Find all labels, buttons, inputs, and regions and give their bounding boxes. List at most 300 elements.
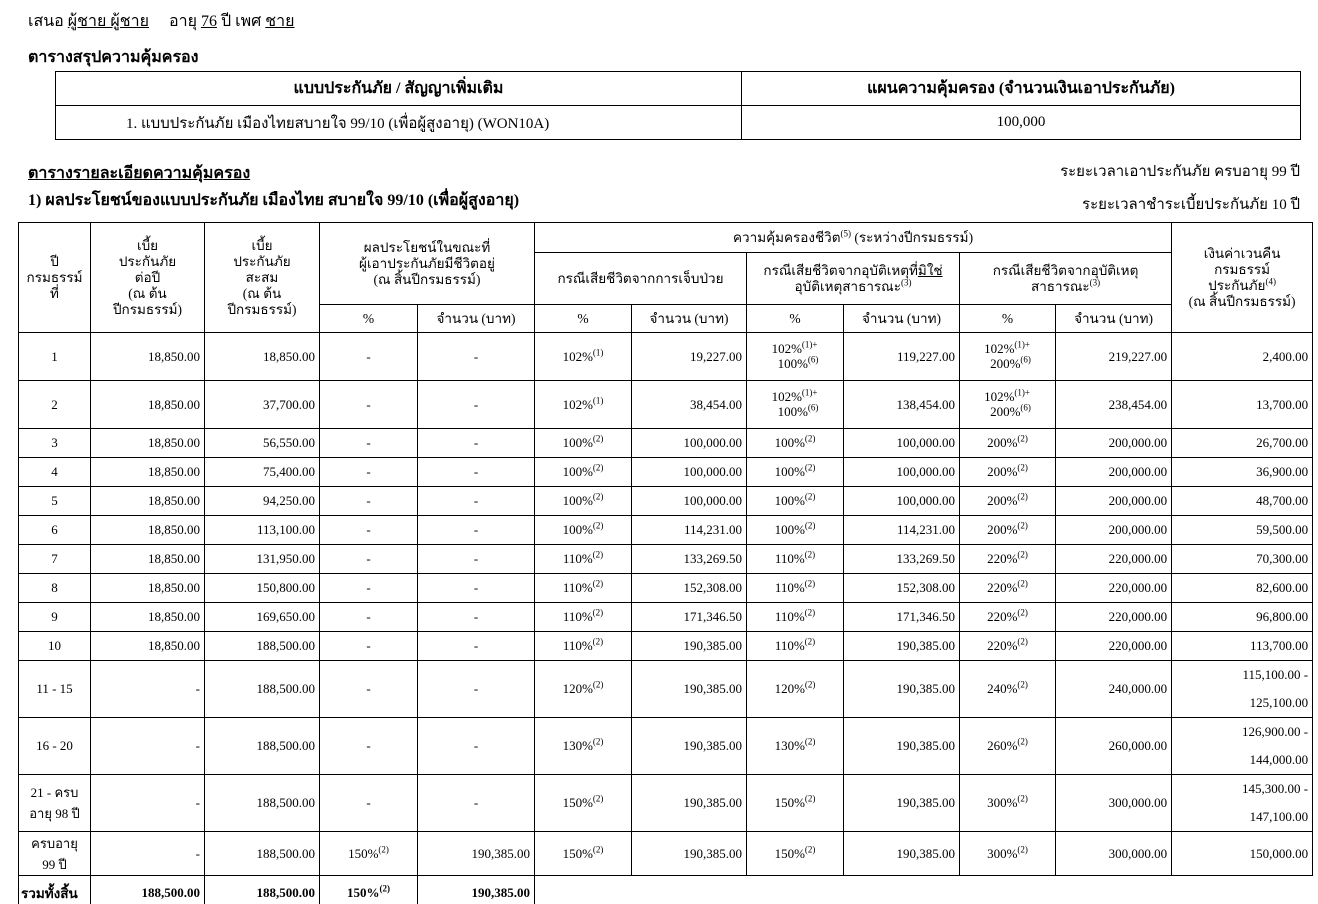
age-label: อายุ — [168, 13, 197, 30]
public-accident-pct — [960, 333, 1056, 381]
nonpublic-accident-pct-sup: (2) — [804, 679, 816, 690]
illness-pct-sup: (1) — [592, 395, 604, 406]
illness-pct-sup: (2) — [592, 491, 604, 502]
illness-pct — [535, 603, 632, 632]
nonpublic-accident-amount: 100,000.00 — [844, 458, 960, 487]
summary-col-coverage: แผนความคุ้มครอง (จำนวนเงินเอาประกันภัย) — [742, 72, 1301, 106]
header-cum-line1: เบี้ย — [251, 237, 273, 253]
illness-pct-line1 — [563, 493, 604, 508]
header-cash-value — [1172, 223, 1313, 333]
nonpublic-accident-amount: 100,000.00 — [844, 487, 960, 516]
nonpublic-accident-pct — [747, 603, 844, 632]
public-accident-pct-sup: (2) — [1017, 679, 1028, 690]
cash-value — [1172, 381, 1313, 429]
public-accident-amount: 220,000.00 — [1056, 545, 1172, 574]
public-accident-amount: 219,227.00 — [1056, 333, 1172, 381]
total-cumulative: 188,500.00 — [205, 876, 320, 904]
illness-pct-content — [563, 435, 604, 450]
nonpublic-accident-pct-pct: 100% — [774, 522, 805, 537]
nonpublic-accident-pct-pct: 110% — [774, 580, 805, 595]
table-row — [19, 718, 1313, 775]
annual-premium: 18,850.00 — [91, 632, 205, 661]
cash-value-line1: 82,600.00 — [1256, 580, 1309, 595]
living-pct-value: - — [366, 522, 371, 537]
public-accident-pct-sup: (1)+ — [1014, 339, 1030, 350]
illness-pct-content — [563, 681, 604, 696]
nonpublic-accident-pct — [747, 333, 844, 381]
nonpublic-accident-pct-pct: 110% — [774, 609, 805, 624]
illness-pct-content — [563, 522, 604, 537]
header-cash-line1: เงินค่าเวนคืน — [1203, 245, 1281, 261]
living-amount: - — [418, 429, 535, 458]
annual-premium: - — [91, 718, 205, 775]
illness-pct-line1 — [563, 464, 604, 479]
cash-value — [1172, 775, 1313, 832]
nonpublic-accident-amount: 152,308.00 — [844, 574, 960, 603]
cash-value-line1: 115,100.00 - — [1242, 667, 1309, 682]
nonpublic-accident-pct-line1 — [775, 846, 816, 861]
living-pct — [320, 516, 418, 545]
public-accident-pct-line2 — [984, 404, 1031, 419]
public-accident-pct-pct: 102% — [984, 389, 1015, 404]
public-accident-pct-pct: 220% — [987, 580, 1018, 595]
nonpublic-accident-pct-line1 — [775, 493, 816, 508]
nonpublic-accident-pct — [747, 661, 844, 718]
nonpublic-accident-amount: 190,385.00 — [844, 775, 960, 832]
header-prem-line2: ประกันภัย — [118, 253, 177, 269]
illness-pct-pct: 110% — [562, 638, 593, 653]
living-pct — [320, 487, 418, 516]
illness-pct-pct: 100% — [562, 493, 593, 508]
public-accident-amount: 220,000.00 — [1056, 574, 1172, 603]
illness-pct-line1 — [563, 638, 603, 653]
illness-pct — [535, 775, 632, 832]
illness-pct-pct: 100% — [562, 464, 593, 479]
nonpublic-accident-pct-sup: (2) — [804, 549, 816, 560]
illness-pct-content — [563, 795, 604, 810]
nonpublic-accident-pct-sup: (2) — [804, 607, 816, 618]
illness-pct — [535, 832, 632, 876]
public-accident-pct-pct2: 200% — [990, 356, 1021, 371]
illness-amount: 190,385.00 — [632, 718, 747, 775]
illness-pct — [535, 487, 632, 516]
customer-age: 76 — [200, 13, 217, 30]
illness-pct — [535, 516, 632, 545]
nonpublic-accident-pct — [747, 487, 844, 516]
public-accident-amount: 200,000.00 — [1056, 516, 1172, 545]
header-prem-line3: ต่อปี — [134, 269, 161, 285]
living-pct — [320, 775, 418, 832]
public-accident-pct-sup: (1)+ — [1014, 387, 1030, 398]
public-accident-pct-content — [987, 638, 1028, 653]
nonpublic-accident-pct-line1 — [775, 738, 816, 753]
cash-value-line1: 113,700.00 — [1250, 638, 1309, 653]
nonpublic-accident-pct-line1 — [775, 435, 816, 450]
header-pub-line1: กรณีเสียชีวิตจากอุบัติเหตุ — [992, 262, 1139, 278]
illness-pct — [535, 381, 632, 429]
total-row — [19, 876, 1313, 904]
nonpublic-accident-pct-pct: 100% — [774, 493, 805, 508]
public-accident-amount: 260,000.00 — [1056, 718, 1172, 775]
cash-value-line1: 13,700.00 — [1256, 396, 1309, 412]
cumulative-premium: 188,500.00 — [205, 775, 320, 832]
public-accident-pct-sup: (2) — [1017, 736, 1028, 747]
header-living-line1: ผลประโยชน์ในขณะที่ — [363, 239, 491, 255]
header-illness-amount: จำนวน (บาท) — [632, 305, 747, 333]
nonpublic-accident-pct-content — [775, 681, 816, 696]
illness-pct-content — [563, 397, 604, 412]
illness-pct-line1 — [563, 580, 603, 595]
public-accident-pct-sup2: (6) — [1020, 402, 1031, 413]
nonpublic-accident-pct-sup: (2) — [804, 636, 816, 647]
illness-pct-content — [563, 464, 604, 479]
cumulative-premium: 56,550.00 — [205, 429, 320, 458]
public-accident-pct-sup: (2) — [1017, 433, 1028, 444]
public-accident-pct-line1 — [987, 464, 1028, 479]
illness-pct-sup: (2) — [592, 636, 604, 647]
illness-pct-sup: (2) — [592, 793, 604, 804]
table-row — [19, 545, 1313, 574]
nonpublic-accident-pct-line2 — [772, 356, 819, 371]
annual-premium: 18,850.00 — [91, 603, 205, 632]
cumulative-premium: 188,500.00 — [205, 632, 320, 661]
public-accident-amount: 300,000.00 — [1056, 775, 1172, 832]
nonpublic-accident-pct-pct: 110% — [774, 638, 805, 653]
public-accident-amount: 238,454.00 — [1056, 381, 1172, 429]
public-accident-pct-sup2: (6) — [1020, 354, 1031, 365]
cumulative-premium: 94,250.00 — [205, 487, 320, 516]
illness-pct-sup: (2) — [592, 578, 604, 589]
illness-pct — [535, 661, 632, 718]
cash-value — [1172, 458, 1313, 487]
nonpublic-accident-pct-pct: 120% — [774, 681, 805, 696]
living-pct-value: - — [366, 348, 371, 364]
header-cum-line5: ปีกรมธรรม์) — [227, 301, 297, 317]
total-label: รวมทั้งสิ้น — [19, 876, 91, 904]
nonpublic-accident-pct-sup: (2) — [804, 462, 816, 473]
header-nonpub-line2: อุบัติเหตุสาธารณะ — [794, 278, 901, 294]
annual-premium: 18,850.00 — [91, 516, 205, 545]
header-cum-line2: ประกันภัย — [233, 253, 291, 269]
public-accident-pct — [960, 718, 1056, 775]
policy-year — [19, 516, 91, 545]
living-amount: - — [418, 381, 535, 429]
policy-year-line1: ครบอายุ — [31, 835, 78, 851]
public-accident-pct — [960, 487, 1056, 516]
cash-value — [1172, 545, 1313, 574]
table-row — [19, 603, 1313, 632]
living-pct-value: - — [366, 396, 371, 412]
policy-year — [19, 487, 91, 516]
nonpublic-accident-amount: 190,385.00 — [844, 632, 960, 661]
public-accident-pct-line1 — [987, 551, 1028, 566]
cash-value-line2: 147,100.00 — [1249, 809, 1309, 824]
payment-period: ระยะเวลาชำระเบี้ยประกันภัย 10 ปี — [1082, 197, 1300, 213]
table-row — [19, 429, 1313, 458]
policy-year — [19, 333, 91, 381]
public-accident-pct-sup: (2) — [1017, 793, 1028, 804]
header-nonpub-amount: จำนวน (บาท) — [844, 305, 960, 333]
nonpublic-accident-pct-content — [775, 609, 815, 624]
nonpublic-accident-pct-sup: (1)+ — [801, 387, 818, 398]
nonpublic-accident-pct-content — [775, 580, 815, 595]
header-illness-pct: % — [535, 305, 632, 333]
cash-value-line2: 125,100.00 — [1249, 695, 1309, 710]
public-accident-amount: 200,000.00 — [1056, 458, 1172, 487]
illness-amount: 190,385.00 — [632, 832, 747, 876]
cash-value-line1: 126,900.00 - — [1241, 724, 1309, 739]
cash-value — [1172, 603, 1313, 632]
public-accident-pct-content — [984, 341, 1031, 371]
public-accident-pct-content — [987, 795, 1028, 810]
nonpublic-accident-amount: 133,269.50 — [844, 545, 960, 574]
annual-premium: 18,850.00 — [91, 333, 205, 381]
cumulative-premium: 188,500.00 — [205, 718, 320, 775]
public-accident-pct-content — [987, 435, 1028, 450]
header-nonpub-line1: กรณีเสียชีวิตจากอุบัติเหตุที่ — [763, 262, 918, 278]
living-pct — [320, 832, 418, 876]
policy-year — [19, 574, 91, 603]
nonpublic-accident-pct — [747, 545, 844, 574]
illness-amount: 100,000.00 — [632, 458, 747, 487]
nonpublic-accident-pct-pct: 100% — [774, 464, 805, 479]
header-living-amount: จำนวน (บาท) — [418, 305, 535, 333]
table-header-row-1 — [19, 223, 1313, 253]
summary-table — [55, 71, 1301, 140]
total-living-pct-sup: (2) — [379, 883, 390, 894]
living-amount: - — [418, 661, 535, 718]
public-accident-pct — [960, 661, 1056, 718]
public-accident-pct-sup: (2) — [1017, 607, 1028, 618]
illness-amount: 100,000.00 — [632, 429, 747, 458]
public-accident-pct-line1 — [987, 580, 1028, 595]
header-life-sup: (5) — [840, 228, 852, 238]
public-accident-pct-line1 — [987, 435, 1028, 450]
nonpublic-accident-pct-sup2: (6) — [807, 402, 819, 413]
illness-pct-pct: 150% — [562, 795, 593, 810]
nonpublic-accident-pct-content — [775, 435, 816, 450]
cash-value — [1172, 429, 1313, 458]
nonpublic-accident-pct-content — [775, 522, 816, 537]
header-pub-sup: (3) — [1089, 277, 1101, 287]
annual-premium: 18,850.00 — [91, 458, 205, 487]
policy-year-line1: 11 - 15 — [36, 681, 73, 696]
header-pub-pct: % — [960, 305, 1056, 333]
header-living-line2: ผู้เอาประกันภัยมีชีวิตอยู่ — [359, 255, 495, 271]
public-accident-pct — [960, 381, 1056, 429]
policy-year-line2: อายุ 98 ปี — [29, 806, 80, 821]
coverage-period: ระยะเวลาเอาประกันภัย ครบอายุ 99 ปี — [1060, 164, 1300, 180]
header-living-pct: % — [320, 305, 418, 333]
public-accident-pct-content — [987, 681, 1028, 696]
illness-pct-line1 — [563, 609, 603, 624]
nonpublic-accident-pct-line1 — [775, 609, 815, 624]
policy-year-line1: 1 — [51, 348, 58, 364]
nonpublic-accident-pct-sup2: (6) — [807, 354, 819, 365]
public-accident-pct-line1 — [987, 681, 1028, 696]
nonpublic-accident-pct — [747, 718, 844, 775]
annual-premium: 18,850.00 — [91, 545, 205, 574]
illness-pct-content — [563, 638, 603, 653]
nonpublic-accident-amount: 171,346.50 — [844, 603, 960, 632]
cash-value-line1: 26,700.00 — [1256, 435, 1309, 450]
proposal-header — [28, 9, 294, 34]
nonpublic-accident-pct — [747, 516, 844, 545]
cash-value — [1172, 832, 1313, 876]
policy-year — [19, 661, 91, 718]
cash-value-line1: 59,500.00 — [1256, 522, 1309, 537]
header-living-line3: (ณ สิ้นปีกรมธรรม์) — [373, 271, 481, 287]
illness-pct — [535, 458, 632, 487]
total-premium: 188,500.00 — [91, 876, 205, 904]
table-row — [19, 661, 1313, 718]
nonpublic-accident-pct-line1 — [775, 795, 816, 810]
living-pct-value: - — [366, 609, 371, 624]
header-cash-line2: กรมธรรม์ — [1214, 261, 1271, 277]
policy-year-line2: 99 ปี — [42, 856, 67, 872]
public-accident-amount: 200,000.00 — [1056, 487, 1172, 516]
nonpublic-accident-pct-sup: (2) — [804, 844, 816, 855]
header-cumulative-premium — [205, 223, 320, 333]
nonpublic-accident-amount: 100,000.00 — [844, 429, 960, 458]
header-cash-line4: (ณ สิ้นปีกรมธรรม์) — [1188, 293, 1296, 309]
table-row — [19, 516, 1313, 545]
header-cum-line4: (ณ ต้น — [242, 285, 282, 301]
illness-pct-pct: 100% — [562, 522, 593, 537]
cash-value-line1: 36,900.00 — [1256, 464, 1309, 479]
annual-premium: - — [91, 775, 205, 832]
header-cum-line3: สะสม — [245, 269, 279, 285]
header-year-line1: ปี — [50, 253, 59, 269]
cumulative-premium: 188,500.00 — [205, 661, 320, 718]
total-living-pct — [320, 876, 418, 904]
nonpublic-accident-pct-pct: 100% — [774, 435, 805, 450]
public-accident-pct-pct: 220% — [987, 551, 1018, 566]
cash-value-line1: 145,300.00 - — [1241, 781, 1309, 796]
illness-pct-content — [563, 609, 603, 624]
total-living-pct-value: 150% — [347, 884, 380, 900]
policy-year-line1: 3 — [51, 435, 58, 450]
illness-amount: 38,454.00 — [632, 381, 747, 429]
illness-pct — [535, 333, 632, 381]
illness-amount: 190,385.00 — [632, 661, 747, 718]
public-accident-pct-pct: 260% — [987, 738, 1018, 753]
nonpublic-accident-pct-line1 — [775, 681, 816, 696]
header-prem-line5: ปีกรมธรรม์) — [112, 301, 183, 317]
table-body — [19, 333, 1313, 876]
nonpublic-accident-pct-sup: (1)+ — [801, 339, 818, 350]
nonpublic-accident-pct-pct: 150% — [774, 795, 805, 810]
public-accident-pct-pct: 200% — [987, 464, 1018, 479]
nonpublic-accident-pct-content — [775, 493, 816, 508]
nonpublic-accident-amount: 138,454.00 — [844, 381, 960, 429]
header-pub-line2: สาธารณะ — [1030, 278, 1090, 294]
nonpublic-accident-pct-content — [775, 738, 816, 753]
summary-header-row — [56, 72, 1301, 106]
year-label: ปี — [220, 13, 232, 30]
public-accident-pct-content — [987, 738, 1028, 753]
living-amount: - — [418, 775, 535, 832]
illness-amount: 19,227.00 — [632, 333, 747, 381]
illness-pct — [535, 545, 632, 574]
public-accident-pct — [960, 516, 1056, 545]
policy-year-line1: 10 — [48, 638, 61, 653]
cumulative-premium: 150,800.00 — [205, 574, 320, 603]
illness-pct-pct: 100% — [562, 435, 593, 450]
cash-value — [1172, 574, 1313, 603]
policy-year — [19, 458, 91, 487]
nonpublic-accident-pct-sup: (2) — [804, 433, 816, 444]
illness-pct-line1 — [563, 681, 604, 696]
public-accident-pct — [960, 632, 1056, 661]
annual-premium: 18,850.00 — [91, 487, 205, 516]
public-accident-pct — [960, 458, 1056, 487]
total-blank — [535, 876, 1313, 904]
public-accident-amount: 200,000.00 — [1056, 429, 1172, 458]
nonpublic-accident-pct — [747, 381, 844, 429]
illness-amount: 114,231.00 — [632, 516, 747, 545]
living-pct — [320, 574, 418, 603]
header-nonpub-underlined: มิใช่ — [917, 262, 943, 278]
living-pct-value: - — [366, 493, 371, 508]
customer-sex: ชาย — [265, 13, 295, 30]
illness-amount: 100,000.00 — [632, 487, 747, 516]
cumulative-premium: 131,950.00 — [205, 545, 320, 574]
illness-pct-content — [563, 349, 604, 364]
living-pct-value: - — [366, 738, 371, 753]
public-accident-pct-sup: (2) — [1017, 491, 1028, 502]
nonpublic-accident-amount: 190,385.00 — [844, 832, 960, 876]
nonpublic-accident-pct-pct: 110% — [774, 551, 805, 566]
public-accident-pct — [960, 775, 1056, 832]
nonpublic-accident-pct-pct2: 100% — [777, 356, 808, 371]
table-row — [19, 632, 1313, 661]
living-pct — [320, 333, 418, 381]
public-accident-amount: 240,000.00 — [1056, 661, 1172, 718]
nonpublic-accident-pct-pct: 150% — [774, 845, 805, 861]
public-accident-pct-line1 — [987, 795, 1028, 810]
public-accident-pct-pct: 200% — [987, 522, 1018, 537]
public-accident-amount: 220,000.00 — [1056, 632, 1172, 661]
public-accident-amount: 220,000.00 — [1056, 603, 1172, 632]
policy-year-line1: 2 — [51, 396, 58, 412]
cash-value — [1172, 718, 1313, 775]
nonpublic-accident-pct — [747, 458, 844, 487]
nonpublic-accident-pct — [747, 574, 844, 603]
living-amount: - — [418, 516, 535, 545]
illness-pct-pct: 150% — [562, 845, 593, 861]
living-pct — [320, 458, 418, 487]
header-year-line3: ที่ — [50, 285, 59, 301]
policy-year — [19, 632, 91, 661]
coverage-detail-table — [18, 222, 1313, 904]
illness-pct-pct: 120% — [562, 681, 593, 696]
nonpublic-accident-pct-content — [772, 341, 819, 371]
public-accident-pct-line1 — [987, 638, 1028, 653]
nonpublic-accident-pct-line1 — [775, 580, 815, 595]
summary-plan-amount: 100,000 — [742, 106, 1301, 140]
public-accident-pct-sup: (2) — [1017, 520, 1028, 531]
annual-premium: 18,850.00 — [91, 381, 205, 429]
living-amount: - — [418, 333, 535, 381]
illness-pct-sup: (2) — [592, 549, 604, 560]
nonpublic-accident-pct-content — [775, 795, 816, 810]
header-cash-line3: ประกันภัย — [1208, 277, 1266, 293]
illness-pct-sup: (2) — [592, 607, 604, 618]
cash-value-line1: 2,400.00 — [1262, 348, 1309, 364]
policy-year-line1: 21 - ครบ — [30, 785, 79, 800]
illness-pct-content — [563, 846, 604, 861]
